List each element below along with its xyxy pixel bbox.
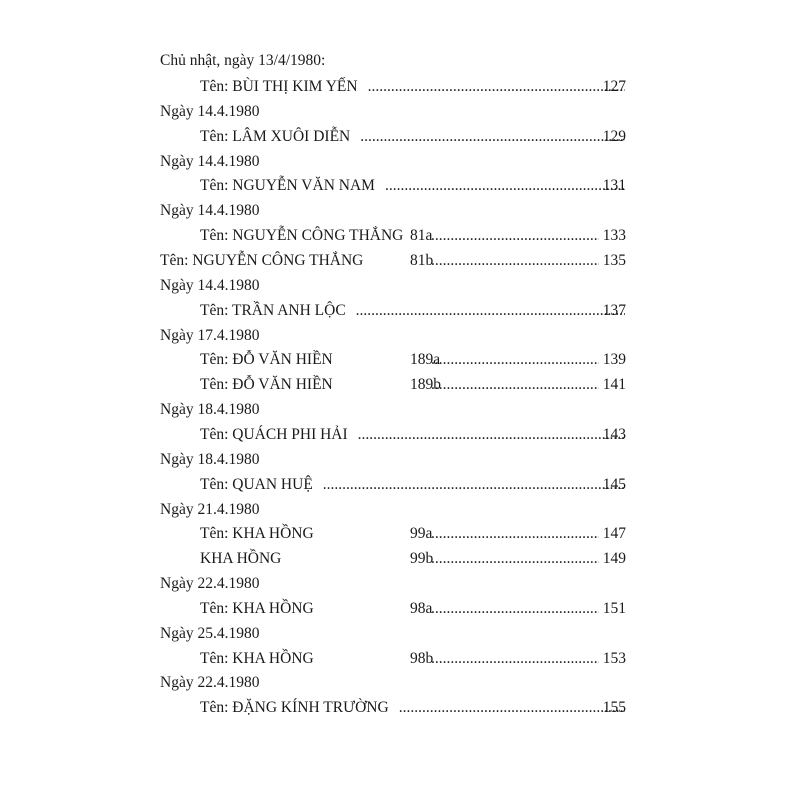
toc-entry [200, 227, 626, 249]
toc-entry [200, 525, 626, 547]
entry-name: Tên: NGUYỄN VĂN NAM [200, 177, 375, 195]
dot-leaders [431, 550, 599, 568]
dot-leaders [431, 525, 599, 543]
entry-name: Tên: BÙI THỊ KIM YẾN [200, 78, 358, 95]
toc-entry [160, 252, 626, 274]
entry-name: Tên: NGUYỄN CÔNG THẮNG [160, 252, 364, 269]
date-line: Ngày 21.4.1980 [160, 500, 260, 518]
page-number: 131 [602, 177, 626, 195]
date-line: Ngày 18.4.1980 [160, 450, 260, 468]
toc-entry [200, 376, 626, 398]
toc-entry [200, 128, 626, 150]
entry-name: Tên: QUÁCH PHI HẢI [200, 425, 348, 443]
dot-leaders [356, 302, 625, 320]
dot-leaders [431, 376, 599, 394]
page-number: 145 [602, 475, 626, 493]
entry-name: Tên: ĐẶNG KÍNH TRƯỜNG [200, 699, 389, 717]
dot-leaders [360, 128, 625, 146]
dot-leaders [431, 252, 599, 270]
dot-leaders [368, 78, 625, 96]
toc-entry [200, 78, 626, 100]
toc-entry [200, 600, 626, 622]
dot-leaders [399, 699, 625, 717]
entry-code: 98b [410, 649, 434, 667]
date-line: Ngày 18.4.1980 [160, 401, 260, 419]
toc-entry [200, 550, 626, 572]
toc-entry [200, 351, 626, 373]
entry-name: Tên: TRẦN ANH LỘC [200, 301, 346, 319]
entry-code: 99a [410, 525, 433, 543]
entry-name: Tên: LÂM XUÔI DIỄN [200, 127, 351, 145]
entry-name: Tên: ĐỖ VĂN HIỀN [200, 376, 333, 394]
date-line: Ngày 22.4.1980 [160, 575, 260, 592]
entry-name: Tên: KHA HỒNG [200, 525, 314, 543]
entry-name: Tên: KHA HỒNG [200, 649, 314, 667]
page-number: 139 [602, 351, 626, 369]
date-line: Ngày 25.4.1980 [160, 624, 260, 642]
toc-entry [200, 650, 626, 672]
dot-leaders [431, 227, 599, 245]
dot-leaders [358, 426, 625, 444]
page-number: 153 [602, 649, 626, 667]
entry-name: KHA HỒNG [200, 550, 282, 568]
toc-entry [200, 476, 626, 498]
page-number: 135 [602, 252, 626, 269]
page-number: 141 [602, 376, 626, 394]
toc-entry [200, 699, 626, 721]
toc-entry [200, 426, 626, 448]
dot-leaders [385, 177, 625, 195]
section-header: Chủ nhật, ngày 13/4/1980: [160, 52, 326, 69]
date-line: Ngày 14.4.1980 [160, 202, 260, 220]
date-line: Ngày 14.4.1980 [160, 102, 260, 120]
page-number: 127 [602, 78, 626, 95]
date-line: Ngày 14.4.1980 [160, 152, 260, 170]
page-number: 155 [602, 699, 626, 717]
toc-entry [200, 177, 626, 199]
page-number: 133 [602, 227, 626, 245]
entry-code: 81b [410, 252, 434, 269]
entry-code: 81a [410, 227, 433, 245]
page-number: 129 [602, 127, 626, 145]
entry-code: 98a [410, 599, 433, 617]
page-number: 149 [602, 550, 626, 568]
page-number: 147 [602, 525, 626, 543]
dot-leaders [431, 351, 599, 369]
date-line: Ngày 22.4.1980 [160, 674, 260, 692]
entry-name: Tên: QUAN HUỆ [200, 475, 313, 493]
entry-code: 189b [410, 376, 441, 394]
entry-code: 99b [410, 550, 434, 568]
page-number: 143 [602, 425, 626, 443]
entry-name: Tên: ĐỖ VĂN HIỀN [200, 351, 333, 369]
toc-entry [200, 302, 626, 324]
entry-code: 189a [410, 351, 441, 369]
date-line: Ngày 17.4.1980 [160, 326, 260, 344]
page-number: 151 [602, 599, 626, 617]
entry-name: Tên: KHA HỒNG [200, 599, 314, 617]
dot-leaders [431, 600, 599, 618]
date-line: Ngày 14.4.1980 [160, 276, 260, 294]
entry-name: Tên: NGUYỄN CÔNG THẮNG [200, 227, 404, 245]
page-number: 137 [602, 301, 626, 319]
dot-leaders [323, 476, 625, 494]
dot-leaders [431, 650, 599, 668]
